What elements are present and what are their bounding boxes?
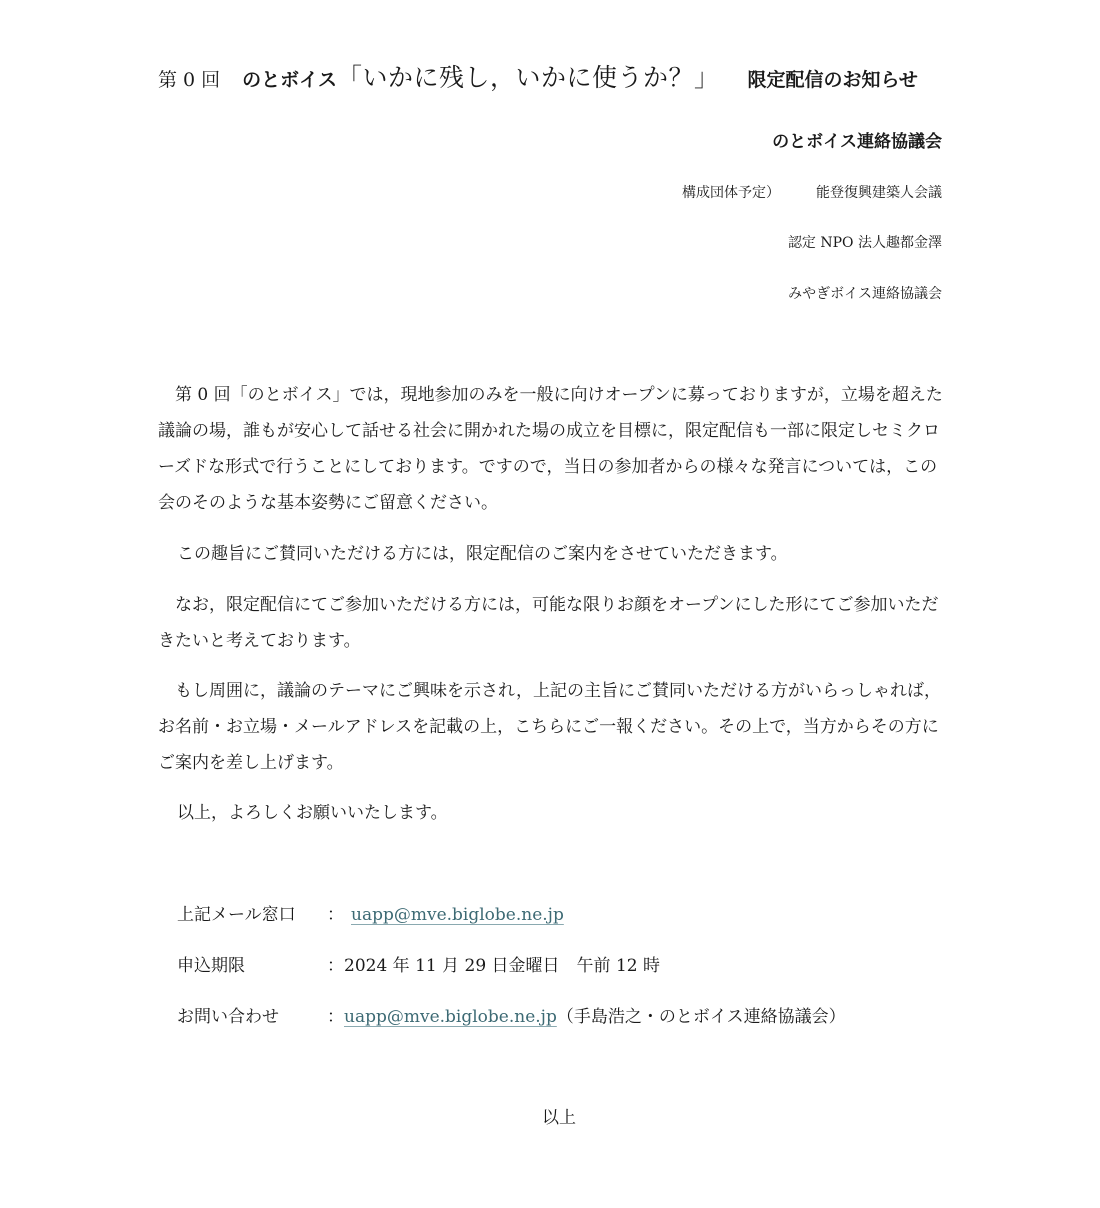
paragraph-text: もし周囲に，議論のテーマにご興味を示され，上記の主旨にご賛同いただける方がいらっしゃれば，お名前・お立場・メールアドレスを記載の上，こちらにご一報ください。その上で，当方からその方にご案内を差し上げます。	[158, 681, 942, 773]
body-paragraph-5	[158, 795, 948, 831]
mail-contact-link[interactable]: uapp@mve.biglobe.ne.jp	[351, 905, 564, 925]
paragraph-text: 第 0 回「のとボイス」では，現地参加のみを一般に向けオープンに募っておりますが，立場を超えた議論の場，誰もが安心して話せる社会に開かれた場の成立を目標に，限定配信も一部に限定しセミクローズドな形式で行うことにしております。ですので，当日の参加者からの様々な発言については，この会のそのような基本姿勢にご留意ください。	[158, 385, 943, 513]
document-title	[158, 58, 958, 100]
body-paragraph-4	[158, 673, 948, 781]
organizer-name: のとボイス連絡協議会	[772, 132, 942, 152]
mail-contact-row	[177, 900, 564, 930]
inquiry-email-link[interactable]: uapp@mve.biglobe.ne.jp	[344, 1007, 557, 1027]
mail-contact-separator: ：	[327, 905, 344, 925]
member-line-3: みやぎボイス連絡協議会	[788, 286, 942, 302]
body-paragraph-2	[158, 536, 948, 572]
mail-contact-label: 上記メール窓口	[177, 905, 296, 925]
title-suffix: 限定配信のお知らせ	[747, 69, 918, 91]
paragraph-text: 以上，よろしくお願いいたします。	[177, 803, 448, 823]
paragraph-text: この趣旨にご賛同いただける方には，限定配信のご案内をさせていただきます。	[177, 544, 788, 564]
title-prefix: 第 0 回	[158, 69, 221, 91]
body-paragraph-3	[158, 587, 948, 659]
member-line-1	[682, 182, 942, 204]
members-label: 構成団体予定）	[682, 185, 780, 201]
deadline-value: ：2024 年 11 月 29 日金曜日 午前 12 時	[327, 956, 660, 976]
member-name: 能登復興建築人会議	[816, 185, 942, 201]
member-line-2: 認定 NPO 法人趣都金澤	[787, 235, 942, 251]
inquiry-person: （手島浩之・のとボイス連絡協議会）	[556, 1007, 846, 1027]
closing-text: 以上	[542, 1108, 576, 1128]
title-series: のとボイス	[242, 69, 337, 91]
title-main: 「いかに残し，いかに使うか？」	[336, 63, 720, 92]
paragraph-text: なお，限定配信にてご参加いただける方には，可能な限りお顔をオープンにした形にてご参加いただきたいと考えております。	[158, 595, 939, 651]
body-paragraph-1	[158, 377, 948, 521]
inquiry-row	[177, 1002, 846, 1032]
inquiry-label: お問い合わせ	[177, 1007, 279, 1027]
deadline-row	[177, 951, 660, 981]
inquiry-separator: ：	[327, 1007, 344, 1027]
deadline-label: 申込期限	[177, 956, 245, 976]
